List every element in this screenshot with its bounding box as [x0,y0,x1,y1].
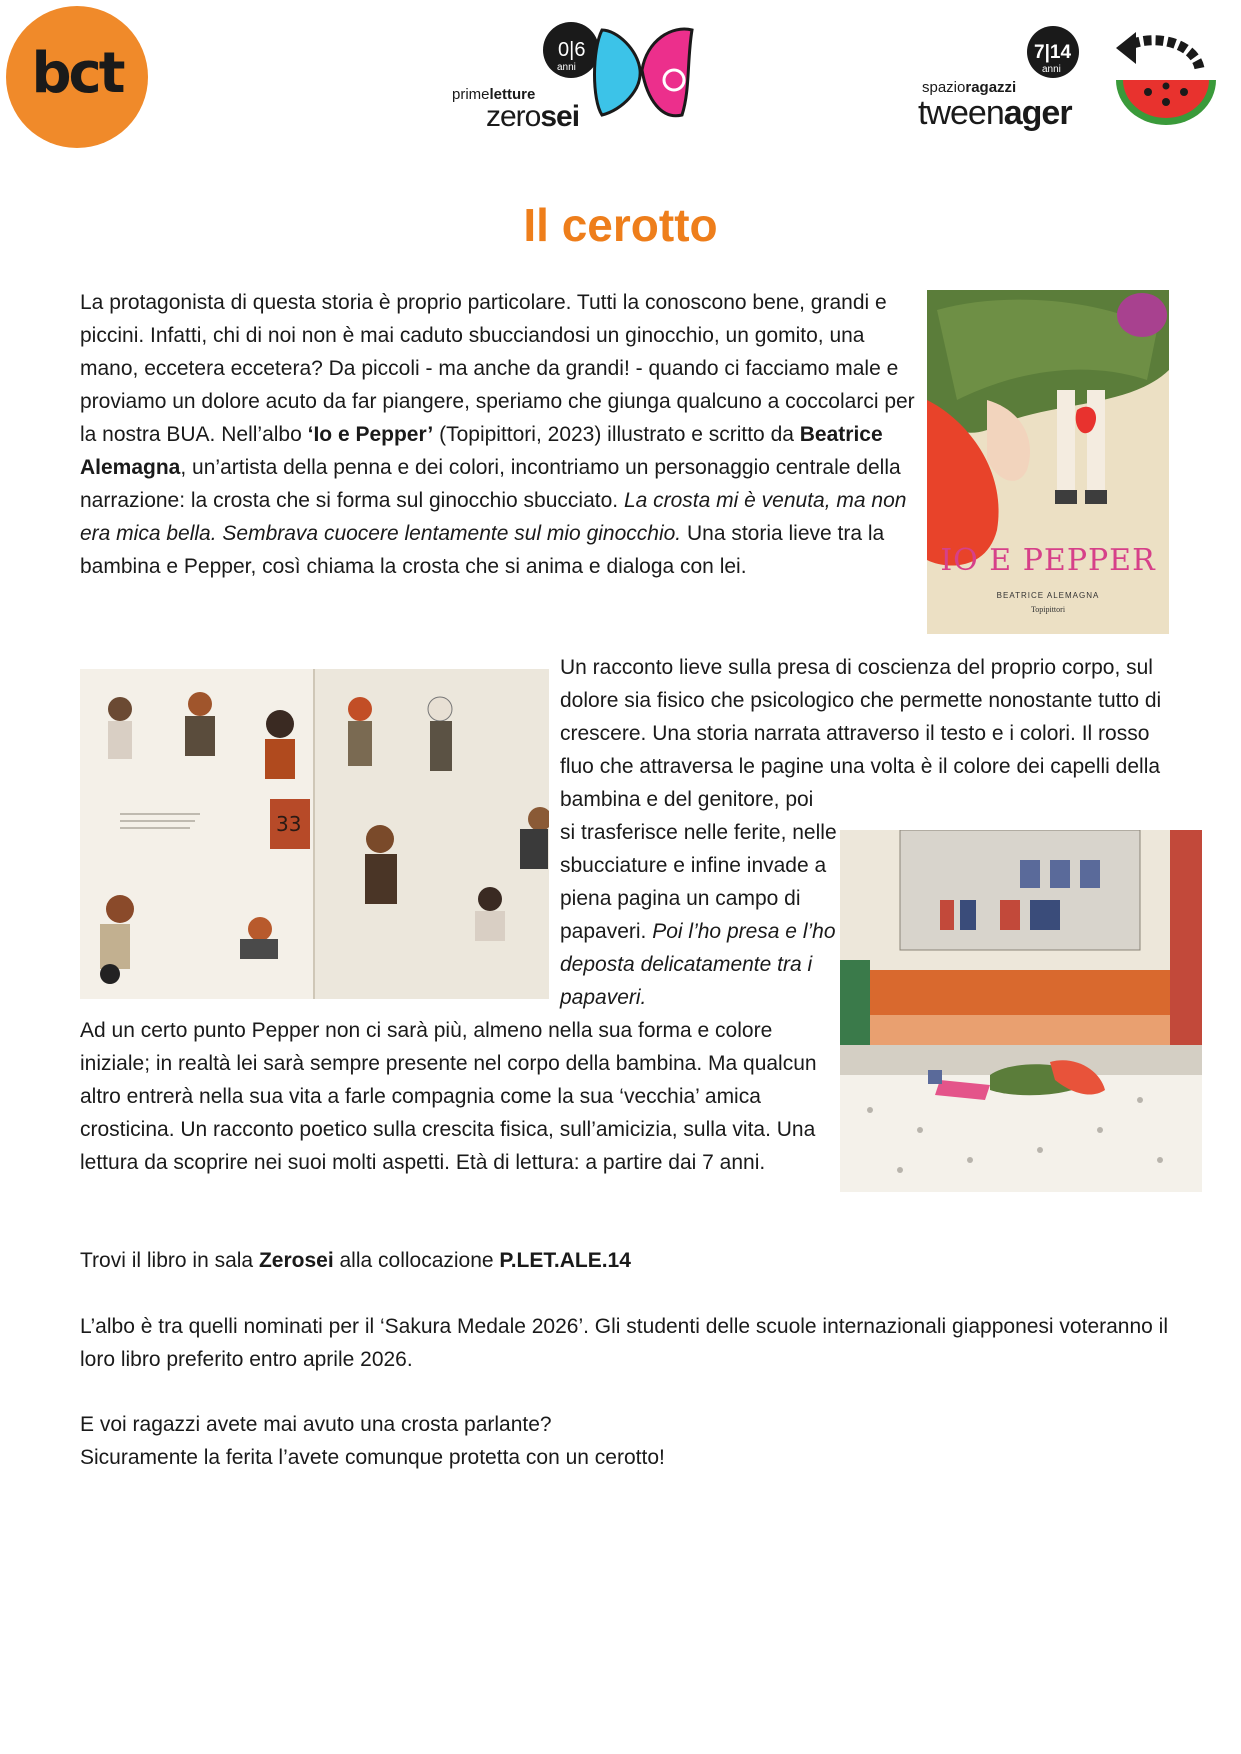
zerosei-logo [452,20,702,130]
intro-paragraph: La protagonista di questa storia è proprio particolare. Tutti la conoscono bene, grandi e piccini. Infatti, chi di noi non è mai caduto sbucciandosi un ginocchio, un gomito, una mano, eccetera eccetera? Da piccoli - ma anche da grandi! - quando ci facciamo male e proviamo un dolore acuto da far piangere, speriamo che giunga qualcuno a coccolarci per la nostra BUA. Nell’albo ‘Io e Pepper’ (Topipittori, 2023) illustrato e scritto da Beatrice Alemagna, un’artista della penna e dei colori, incontriamo un personaggio centrale della narrazione: la crosta che si forma sul ginocchio sbucciato. La crosta mi è venuta, ma non era mica bella. Sembrava cuocere lentamente sul mio ginocchio. Una storia lieve tra la bambina e Pepper, così chiama la crosta che si anima e dialoga con lei. [80,291,915,578]
book-spread-image [80,669,549,999]
tweenager-logo [918,24,1218,134]
zerosei-age: 0|6 [558,39,586,61]
tween-age: 7|14 [1034,42,1072,63]
svg-text:zerosei [486,100,579,130]
spread-number: 33 [276,812,302,836]
shelf-mark: P.LET.ALE.14 [499,1249,631,1272]
cover-author: BEATRICE ALEMAGNA [996,591,1100,600]
closing-line-1: E voi ragazzi avete mai avuto una crosta parlante? [80,1413,552,1436]
zerosei-sei: sei [540,100,580,130]
tween-ragazzi: ragazzi [965,79,1017,96]
award-paragraph: L’albo è tra quelli nominati per il ‘Sakura Medale 2026’. Gli studenti delle scuole internazionali giapponesi voteranno il loro libro preferito entro aprile 2026. [80,1315,1169,1371]
body-paragraph-a: Un racconto lieve sulla presa di coscienza del proprio corpo, sul dolore sia fisico che psicologico che permette nonostante tutto di crescere. Una storia narrata attraverso il testo e i colori. Il rosso fluo che attraversa le pagine una volta è il colore dei capelli della bambina e del genitore, poi [560,656,1162,811]
tween-tween: tween [918,94,1004,132]
bct-logo-text: bct [31,40,123,106]
zerosei-zero: zero [486,100,541,130]
book-title: ‘Io e Pepper’ [307,423,434,446]
zerosei-letture: letture [489,86,536,103]
cover-publisher: Topipittori [1030,605,1066,614]
closing-line-2: Sicuramente la ferita l’avete comunque protetta con un cerotto! [80,1446,665,1469]
bct-logo [6,6,148,148]
zerosei-anni: anni [557,62,576,73]
closing-paragraph [80,1408,1180,1474]
body-paragraph-b: si trasferisce nelle ferite, nelle sbucciature e infine invade a piena pagina un campo di papaveri. Poi l’ho presa e l’ho deposta delicatamente tra i papaveri. [560,821,837,1009]
room-name: Zerosei [258,1249,334,1272]
cover-title: IO E PEPPER [940,543,1156,578]
zerosei-prime: prime [452,86,490,103]
tween-ager: ager [1003,94,1072,132]
tween-spazio: spazio [922,79,966,96]
book-scene-image [840,830,1202,1192]
book-cover-image [927,290,1169,634]
book-quote: La crosta mi è venuta, ma non era mica bella. Sembrava cuocere lentamente sul mio ginocchio. [80,489,907,545]
butterfly-icon [595,29,693,116]
page-title: Il cerotto [523,199,718,251]
author-name: Beatrice Alemagna [80,423,883,479]
back-arrow-icon [1116,32,1200,72]
watermelon-icon [1116,80,1216,125]
tween-anni: anni [1042,64,1061,75]
location-line: Trovi il libro in sala Zerosei alla collocazione P.LET.ALE.14 [80,1249,631,1272]
svg-text:tweenager [918,94,1072,132]
body-paragraph-c: Ad un certo punto Pepper non ci sarà più, almeno nella sua forma e colore iniziale; in realtà lei sarà sempre presente nel corpo della bambina. Ma qualcun altro entrerà nella sua vita a farle compagnia come la sua ‘vecchia’ amica crosticina. Un racconto poetico sulla crescita fisica, sull’amicizia, sulla vita. Una lettura da scoprire nei suoi molti aspetti. Età di lettura: a partire dai 7 anni. [80,1019,817,1174]
poppy-quote: Poi l’ho presa e l’ho deposta delicatamente tra i papaveri. [560,920,836,1009]
